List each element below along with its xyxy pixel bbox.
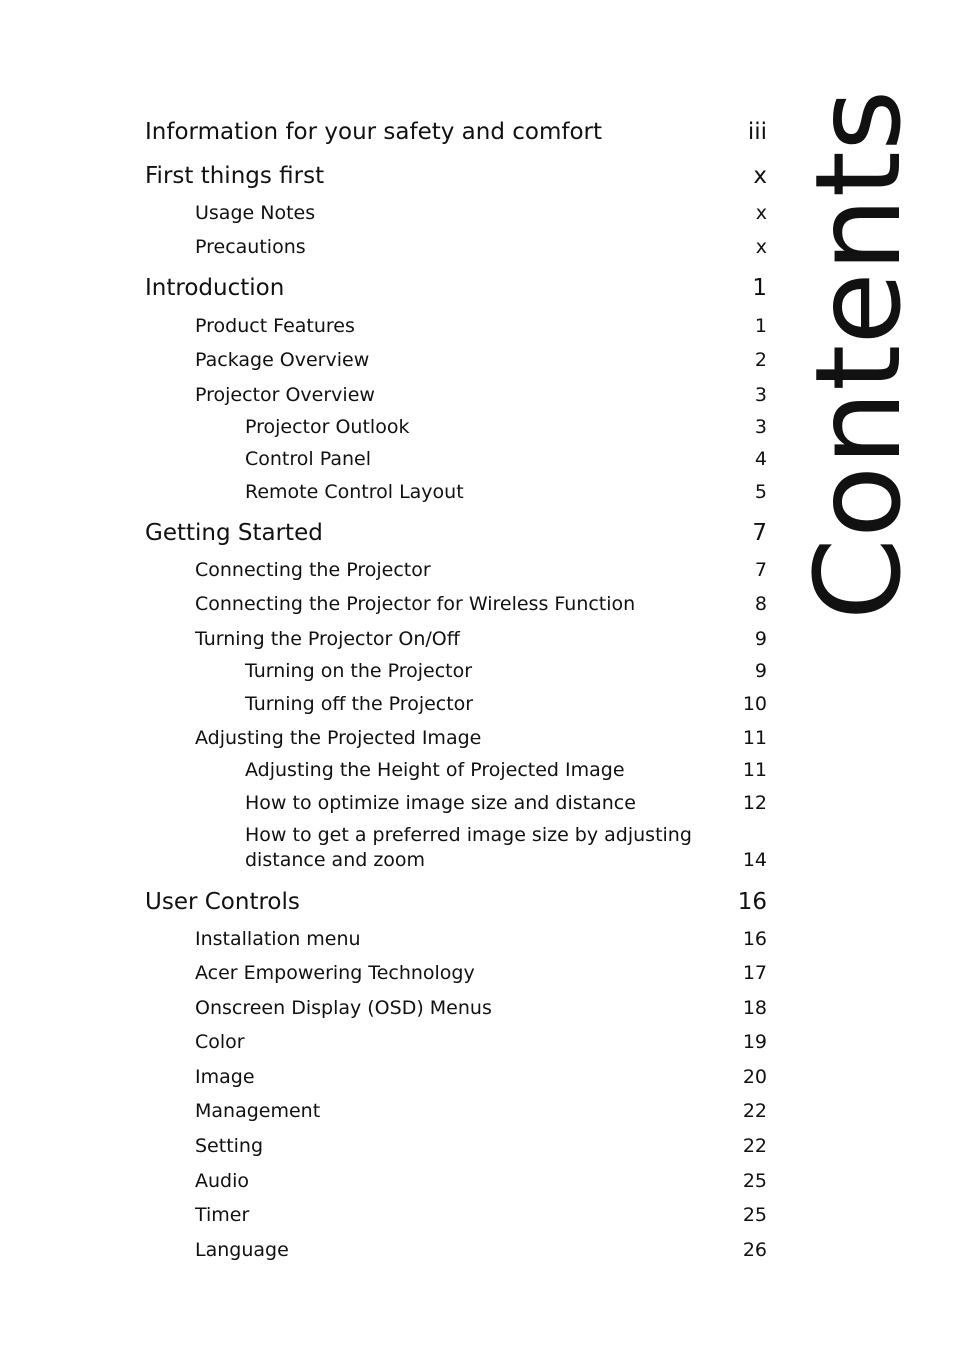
- toc-entry-title: Turning on the Projector: [245, 660, 473, 682]
- toc-entry-title: Package Overview: [195, 349, 370, 371]
- toc-entry-title: Information for your safety and comfort: [145, 119, 603, 145]
- toc-entry-title: Introduction: [145, 275, 285, 301]
- toc-entry-title: Turning off the Projector: [245, 693, 474, 715]
- toc-entry-title: Installation menu: [195, 928, 361, 950]
- toc-entry-page: 25: [742, 1204, 767, 1226]
- toc-entry-title: Language: [195, 1239, 289, 1261]
- toc-entry-page: 19: [742, 1031, 767, 1053]
- toc-entry-page: 2: [754, 349, 767, 371]
- toc-entry-title: Turning the Projector On/Off: [195, 628, 460, 650]
- toc-entry-page: x: [755, 236, 767, 258]
- toc-entry-page: 12: [742, 792, 767, 814]
- toc-entry-page: 1: [752, 275, 767, 301]
- toc-entry-page: x: [755, 202, 767, 224]
- toc-entry-title: Usage Notes: [195, 202, 316, 224]
- toc-entry-title: Onscreen Display (OSD) Menus: [195, 997, 492, 1019]
- toc-entry-title: Connecting the Projector for Wireless Function: [195, 593, 636, 615]
- toc-entry-page: 3: [754, 416, 767, 438]
- toc-entry-page: x: [753, 163, 767, 189]
- toc-entry-page: 22: [742, 1100, 767, 1122]
- page-title: Contents: [789, 89, 927, 621]
- toc-entry-title: distance and zoom: [245, 849, 426, 871]
- toc-entry-page: 11: [742, 759, 767, 781]
- toc-entry-page: iii: [747, 119, 767, 145]
- toc-entry-page: 20: [742, 1066, 767, 1088]
- toc-entry-page: 9: [754, 628, 767, 650]
- toc-entry-title: Adjusting the Height of Projected Image: [245, 759, 625, 781]
- toc-entry-page: 16: [742, 928, 767, 950]
- toc-entry-title: Precautions: [195, 236, 306, 258]
- toc-entry-page: 17: [742, 962, 767, 984]
- toc-entry-title: Management: [195, 1100, 321, 1122]
- toc-entry-title: Timer: [195, 1204, 250, 1226]
- toc-entry-page: 3: [754, 384, 767, 406]
- toc-entry-page: 9: [754, 660, 767, 682]
- toc-entry-title: Image: [195, 1066, 255, 1088]
- toc-entry-title: Getting Started: [145, 520, 323, 546]
- toc-entry-title: Connecting the Projector: [195, 559, 431, 581]
- toc-entry-page: 10: [742, 693, 767, 715]
- toc-entry-page: 11: [742, 727, 767, 749]
- toc-entry-title: Remote Control Layout: [245, 481, 464, 503]
- toc-entry-page: 22: [742, 1135, 767, 1157]
- toc-entry-title: First things first: [145, 163, 325, 189]
- toc-entry-title: Color: [195, 1031, 245, 1053]
- toc-entry-title: Setting: [195, 1135, 264, 1157]
- toc-entry-page: 1: [754, 315, 767, 337]
- toc-entry-page: 14: [742, 849, 767, 871]
- toc-entry-page: 26: [742, 1239, 767, 1261]
- toc-entry-title: Audio: [195, 1170, 250, 1192]
- toc-entry-page: 4: [754, 448, 767, 470]
- toc-entry-title: Acer Empowering Technology: [195, 962, 475, 984]
- toc-entry-page: 7: [754, 559, 767, 581]
- toc-entry-title: Projector Overview: [195, 384, 375, 406]
- toc-entry-title: Control Panel: [245, 448, 371, 470]
- toc-entry-title: Product Features: [195, 315, 355, 337]
- toc-entry-title: User Controls: [145, 889, 300, 915]
- toc-entry-page: 18: [742, 997, 767, 1019]
- toc-entry-title: Projector Outlook: [245, 416, 410, 438]
- toc-entry-page: 7: [752, 520, 767, 546]
- toc-entry-page: 8: [754, 593, 767, 615]
- toc-entry-page: 16: [737, 889, 767, 915]
- toc-entry-page: 5: [754, 481, 767, 503]
- toc-entry-title: How to optimize image size and distance: [245, 792, 636, 814]
- toc-entry-title: Adjusting the Projected Image: [195, 727, 482, 749]
- toc-entry-page: 25: [742, 1170, 767, 1192]
- toc-entry-title: How to get a preferred image size by adjusting: [245, 824, 692, 846]
